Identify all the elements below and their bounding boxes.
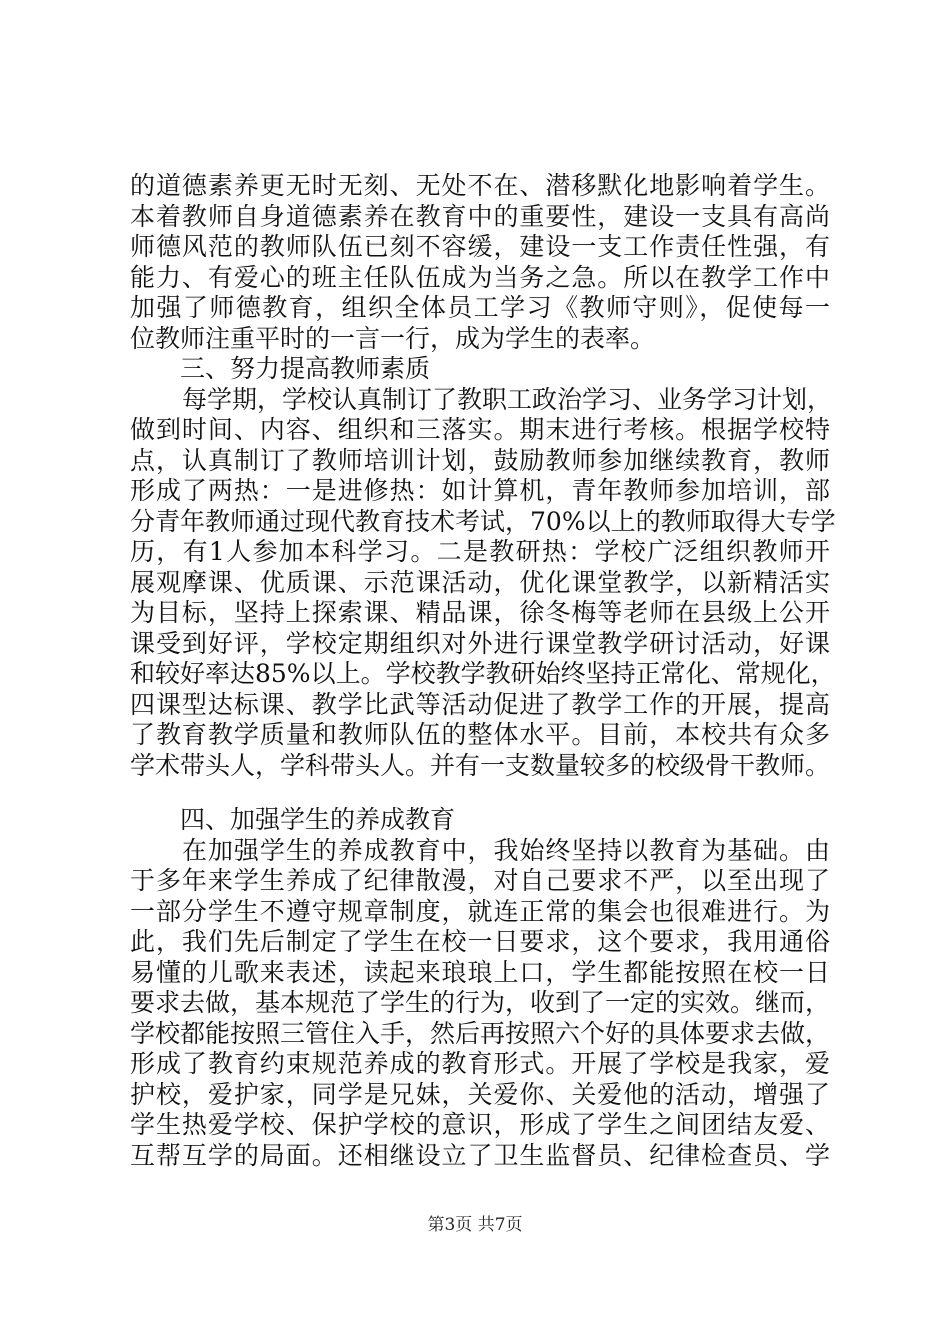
body-line: 形成了教育约束规范养成的教育形式。开展了学校是我家，爱 — [130, 1049, 830, 1078]
body-line: 护校，爱护家，同学是兄妹，关爱你、关爱他的活动，增强了 — [130, 1080, 830, 1109]
body-line: 此，我们先后制定了学生在校一日要求，这个要求，我用通俗 — [130, 927, 830, 956]
body-line: 学术带头人，学科带头人。并有一支数量较多的校级骨干教师。 — [130, 751, 831, 780]
body-line: 易懂的儿歌来表述，读起来琅琅上口，学生都能按照在校一日 — [130, 958, 830, 987]
body-line: 做到时间、内容、组织和三落实。期末进行考核。根据学校特 — [130, 415, 830, 444]
body-line: 学生热爱学校、保护学校的意识，形成了学生之间团结友爱、 — [130, 1110, 830, 1139]
body-line: 分青年教师通过现代教育技术考试，70%以上的教师取得大专学 — [130, 507, 836, 536]
body-line: 学校都能按照三管住入手，然后再按照六个好的具体要求去做， — [130, 1019, 831, 1048]
body-line: 一部分学生不遵守规章制度，就连正常的集会也很难进行。为 — [130, 897, 830, 926]
section-heading: 三、努力提高教师素质 — [180, 354, 431, 383]
body-line: 历，有1人参加本科学习。二是教研热：学校广泛组织教师开 — [130, 537, 830, 566]
body-line: 师德风范的教师队伍已刻不容缓，建设一支工作责任性强，有 — [130, 232, 830, 261]
paragraph-first-line: 每学期，学校认真制订了教职工政治学习、业务学习计划， — [182, 385, 833, 414]
section-heading: 四、加强学生的养成教育 — [180, 805, 456, 834]
body-line: 的道德素养更无时无刻、无处不在、潜移默化地影响着学生。 — [130, 171, 830, 200]
body-line: 于多年来学生养成了纪律散漫，对自己要求不严，以至出现了 — [130, 866, 830, 895]
body-line: 了教育教学质量和教师队伍的整体水平。目前，本校共有众多 — [130, 720, 830, 749]
body-line: 能力、有爱心的班主任队伍成为当务之急。所以在教学工作中 — [130, 263, 830, 292]
body-line: 课受到好评，学校定期组织对外进行课堂教学研讨活动，好课 — [130, 629, 830, 658]
body-line: 加强了师德教育，组织全体员工学习《教师守则》，促使每一 — [130, 293, 830, 322]
body-line: 为目标，坚持上探索课、精品课，徐冬梅等老师在县级上公开 — [130, 598, 830, 627]
body-line: 四课型达标课、教学比武等活动促进了教学工作的开展，提高 — [130, 690, 830, 719]
body-line: 点，认真制订了教师培训计划，鼓励教师参加继续教育，教师 — [130, 446, 830, 475]
body-line: 形成了两热：一是进修热：如计算机，青年教师参加培训，部 — [130, 476, 830, 505]
body-line: 展观摩课、优质课、示范课活动，优化课堂教学，以新精活实 — [130, 568, 830, 597]
page-number-footer: 第3页 共7页 — [427, 1215, 523, 1235]
body-line: 要求去做，基本规范了学生的行为，收到了一定的实效。继而， — [130, 988, 831, 1017]
body-line: 互帮互学的局面。还相继设立了卫生监督员、纪律检查员、学 — [130, 1141, 830, 1170]
body-line: 和较好率达85%以上。学校教学教研始终坚持正常化、常规化， — [130, 659, 836, 688]
paragraph-first-line: 在加强学生的养成教育中，我始终坚持以教育为基础。由 — [182, 836, 830, 865]
body-line: 位教师注重平时的一言一行，成为学生的表率。 — [130, 324, 656, 353]
body-line: 本着教师自身道德素养在教育中的重要性，建设一支具有高尚 — [130, 202, 830, 231]
